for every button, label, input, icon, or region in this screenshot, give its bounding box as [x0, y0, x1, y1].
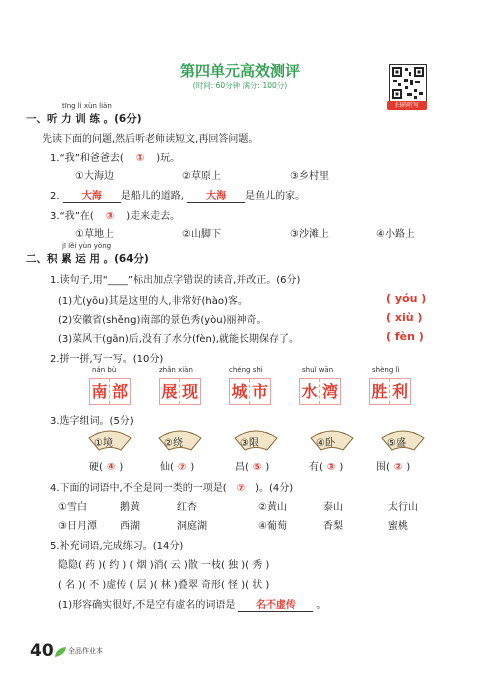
s1-q2: 2. 大海 是船儿的道路, 大海 是鱼儿的家。: [50, 187, 305, 203]
s2-q2-pinyin: zhǎn xiàn: [159, 366, 193, 374]
s2-q2-box: 南 部: [89, 378, 131, 405]
s2-q2-pinyin: chéng shì: [229, 366, 263, 374]
s2-q1-answer: ( xiù ): [386, 311, 423, 324]
s2-q5-row1: 隐隐( 药 )( 约 ) ( 烟 )消( 云 )散 一枝( 独 )( 秀 ): [58, 560, 270, 571]
s2-q2-box: 水 湾: [299, 378, 341, 405]
leaf-icon: [54, 643, 68, 662]
s2-q5: 5.补充词语,完成练习。(14分): [50, 541, 184, 552]
s2-q3-word: 仙( ⑦ ): [160, 462, 195, 473]
s2-q2-box: 城 市: [229, 378, 271, 405]
fan-icon: ③限: [233, 430, 279, 452]
s2-q3: 3.选字组词。(5分): [50, 416, 134, 427]
s1-instruction: 先读下面的问题,然后听老师读短文,再回答问题。: [42, 134, 259, 145]
s2-q5-answer: 名不虚传: [238, 596, 313, 612]
s2-q1: 1.读句子,用“____”标出加点字错误的读音,并改正。(6分): [50, 275, 301, 286]
s2-q2-pinyin: shèng lì: [372, 366, 400, 374]
qr-tag: 扫码听写: [387, 101, 427, 110]
fan-icon: ⑤盛: [380, 430, 426, 452]
page-title: 第四单元高效测评: [179, 62, 300, 80]
s1-q1-option: ①大海边: [75, 171, 114, 182]
section1-title: 一、听 力 训 练 。(6分): [26, 113, 142, 125]
s2-q2-box: 展 现: [159, 378, 201, 405]
s2-q4-item: 蜜桃: [388, 521, 408, 532]
s1-q2-answer2: 大海: [187, 187, 245, 203]
s2-q4-item: 洞庭湖: [177, 521, 207, 532]
s1-q1: 1.“我”和爸爸去( ① )玩。: [50, 153, 181, 164]
section1-pinyin: tīng lì xùn liàn: [62, 102, 112, 110]
s2-q4-item: ③日月潭: [58, 521, 97, 532]
test-meta: (时间: 60分钟 满分: 100分): [192, 81, 288, 90]
s2-q2: 2.拼一拼,写一写。(10分): [50, 354, 164, 365]
s2-q3-word: 硬( ④ ): [89, 462, 124, 473]
s2-q4-item: ①雪白: [58, 502, 87, 513]
s2-q2-pinyin: shuǐ wān: [302, 366, 334, 374]
fan-icon: ①境: [87, 430, 133, 452]
s2-q4-item: 鹅黄: [120, 502, 140, 513]
s2-q1-line: (3)菜风干(gān)后,没有了水分(fèn),就能长期保存了。: [58, 334, 299, 345]
s2-q1-line: (1)尤(yōu)其是这里的人,非常好(hào)客。: [58, 296, 248, 307]
s1-q3-option: ①草地上: [75, 229, 114, 240]
s2-q1-answer: ( fèn ): [386, 330, 424, 343]
section2-title: 二、积 累 运 用 。(64分): [26, 253, 149, 265]
s1-q1-option: ②草原上: [182, 171, 221, 182]
s2-q3-word: 有( ③ ): [309, 462, 344, 473]
s2-q4-item: 泰山: [323, 502, 343, 513]
s2-q4-item: 红杏: [177, 502, 197, 513]
s2-q4-item: 西湖: [120, 521, 140, 532]
s2-q3-word: 围( ② ): [376, 462, 411, 473]
s1-q3-answer: ③: [105, 211, 115, 222]
s2-q1-line: (2)安徽省(shěng)南部的景色秀(yòu)丽神奇。: [58, 315, 267, 326]
s2-q2-box: 胜 利: [369, 378, 411, 405]
s2-q1-answer: ( yóu ): [386, 292, 427, 305]
s2-q5-sub1: (1)形容确实很好,不是空有虚名的词语是 名不虚传 。: [58, 596, 326, 612]
s2-q2-pinyin: nán bù: [92, 366, 117, 374]
s2-q3-word: 昌( ⑤ ): [235, 462, 270, 473]
s1-q3-option: ②山脚下: [182, 229, 221, 240]
qr-code[interactable]: [389, 64, 427, 102]
s1-q2-answer1: 大海: [63, 187, 121, 203]
fan-icon: ②绕: [157, 430, 203, 452]
s2-q4: 4.下面的词语中,不全是同一类的一项是( ⑦ )。(4分): [50, 483, 294, 494]
s1-q1-answer: ①: [135, 153, 145, 164]
section2-pinyin: jī lěi yùn yòng: [62, 242, 112, 250]
page-number: 40: [30, 641, 54, 661]
s2-q5-row2: ( 名 )( 不 )虚传 ( 层 )( 林 )叠翠 奇形( 怪 )( 状 ): [58, 580, 270, 591]
s1-q3-option: ③沙滩上: [290, 229, 329, 240]
s2-q4-item: 太行山: [388, 502, 418, 513]
footer-label: 全品作业本: [68, 647, 103, 655]
s1-q3: 3.“我”在( ③ )走来走去。: [50, 211, 181, 222]
s1-q1-option: ③乡村里: [290, 171, 329, 182]
s1-q3-option: ④小路上: [376, 229, 415, 240]
s2-q4-answer: ⑦: [236, 483, 246, 494]
s2-q4-item: ②黄山: [258, 502, 287, 513]
fan-icon: ④卧: [309, 430, 355, 452]
s2-q4-item: 香梨: [323, 521, 343, 532]
s2-q4-item: ④葡萄: [258, 521, 287, 532]
